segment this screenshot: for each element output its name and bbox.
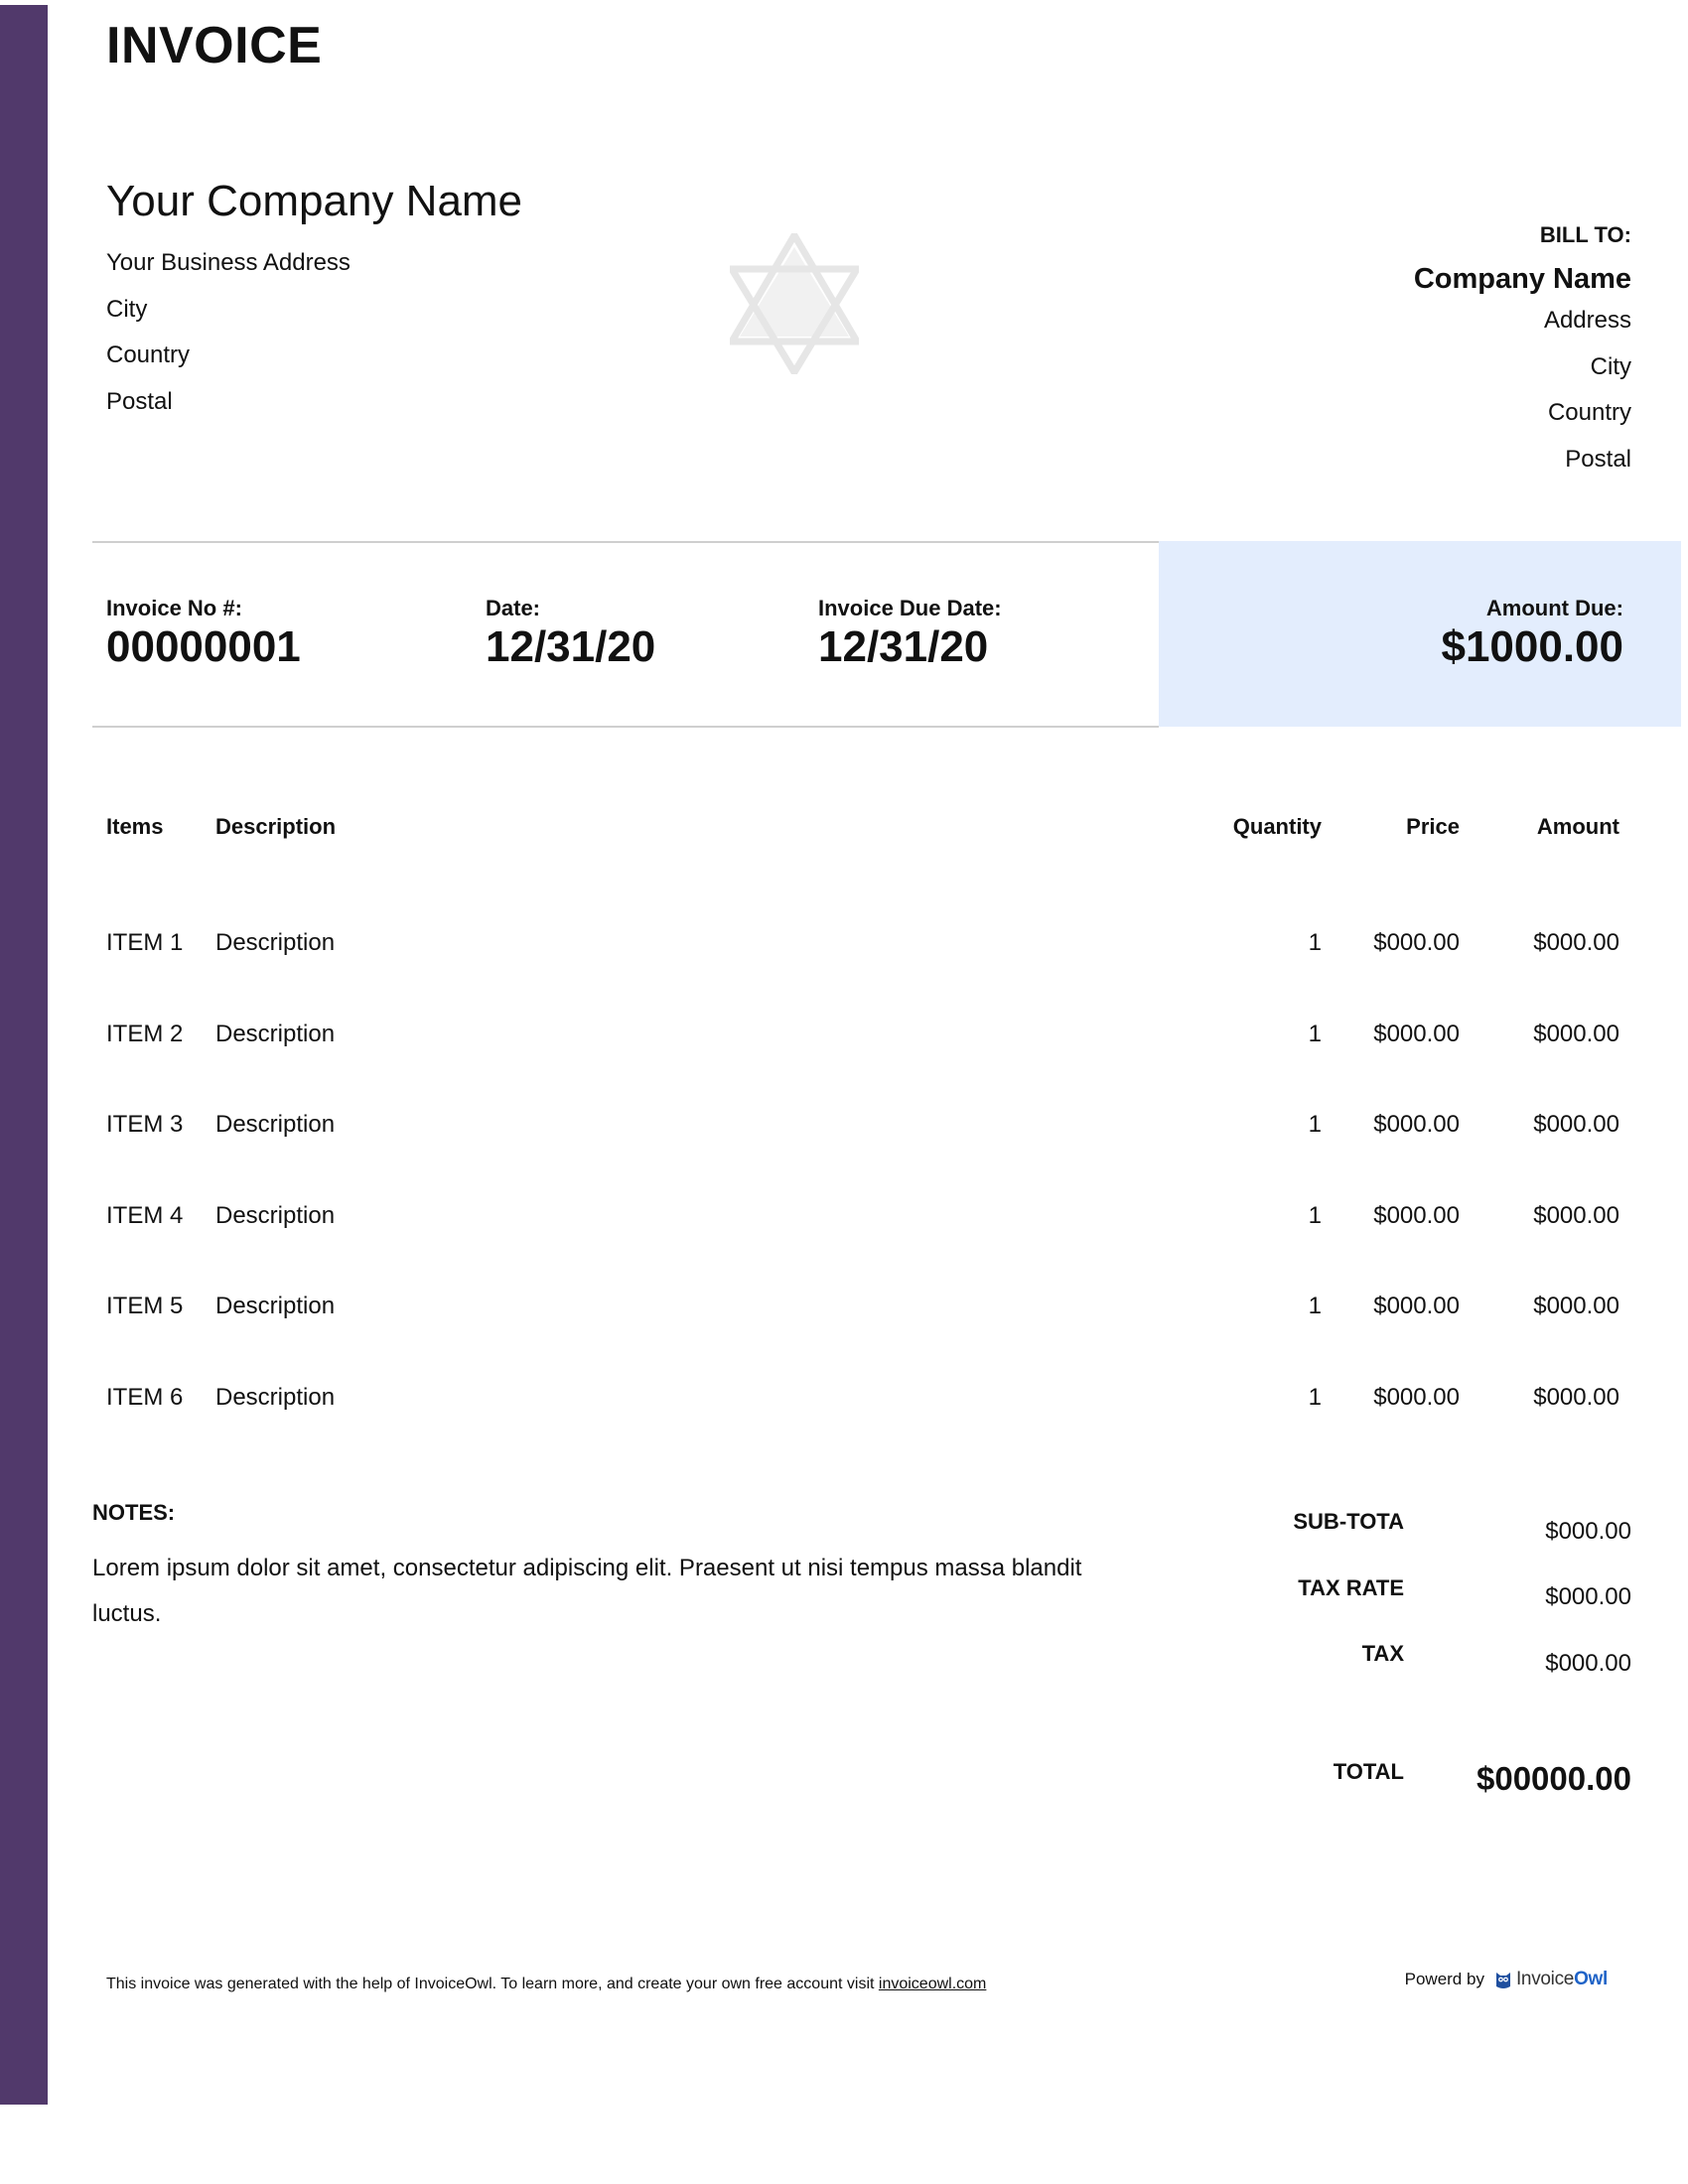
item-description: Description — [215, 1293, 336, 1319]
items-table — [106, 814, 1619, 1474]
company-country: Country — [106, 341, 191, 368]
invoice-date-label: Date: — [486, 596, 541, 620]
company-name: Your Company Name — [106, 177, 523, 225]
invoice-number — [106, 596, 301, 672]
bill-to-address: Address — [1543, 307, 1631, 334]
notes-text: Lorem ipsum dolor sit amet, consectetur adipiscing elit. Praesent ut nisi tempus massa blandit luctus. — [92, 1555, 1082, 1627]
bill-to-city: City — [1590, 352, 1631, 380]
divider — [92, 541, 1159, 543]
item-amount: $000.00 — [1533, 1020, 1619, 1047]
bill-to-postal: Postal — [1565, 445, 1631, 473]
bill-to — [1414, 222, 1631, 482]
item-name: ITEM 2 — [106, 1020, 184, 1047]
item-price: $000.00 — [1373, 1383, 1460, 1411]
column-header-price: Price — [1406, 814, 1460, 839]
item-name: ITEM 3 — [106, 1111, 184, 1138]
star-of-david-icon — [730, 233, 859, 374]
table-row — [106, 1111, 1619, 1202]
bill-to-label: BILL TO: — [1539, 222, 1631, 247]
owl-icon — [1494, 1969, 1512, 1990]
item-amount: $000.00 — [1533, 1383, 1619, 1411]
item-amount: $000.00 — [1533, 1201, 1619, 1229]
powered-by-label: Powerd by — [1404, 1970, 1484, 1988]
total-label: TOTAL — [1333, 1759, 1404, 1784]
items-table-header — [106, 814, 1619, 929]
brand-name: Invoice — [1515, 1969, 1575, 1989]
tax-rate-value: $000.00 — [1545, 1583, 1631, 1610]
brand-accent: Owl — [1574, 1969, 1608, 1989]
invoice-title: INVOICE — [106, 17, 323, 74]
company-address: Your Business Address — [106, 249, 351, 276]
invoice-number-value: 00000001 — [106, 622, 301, 671]
table-row — [106, 1383, 1619, 1475]
item-name: ITEM 4 — [106, 1201, 184, 1229]
table-row — [106, 1020, 1619, 1112]
item-description: Description — [215, 1201, 336, 1229]
item-quantity: 1 — [1308, 929, 1322, 956]
table-row — [106, 929, 1619, 1021]
tax-value: $000.00 — [1545, 1650, 1631, 1677]
item-description: Description — [215, 929, 336, 956]
invoice-number-label: Invoice No #: — [106, 596, 242, 620]
item-quantity: 1 — [1308, 1293, 1322, 1319]
column-header-description: Description — [215, 814, 337, 839]
item-amount: $000.00 — [1533, 1293, 1619, 1319]
divider — [92, 726, 1159, 728]
table-row — [106, 1293, 1619, 1384]
item-description: Description — [215, 1383, 336, 1411]
amount-due-label: Amount Due: — [1485, 596, 1623, 620]
invoice-due-date-label: Invoice Due Date: — [818, 596, 1002, 620]
column-header-quantity: Quantity — [1232, 814, 1322, 839]
amount-due — [1441, 596, 1623, 672]
bill-to-company: Company Name — [1413, 263, 1631, 295]
item-name: ITEM 5 — [106, 1293, 184, 1319]
table-row — [106, 1201, 1619, 1294]
notes — [92, 1500, 1155, 1637]
item-quantity: 1 — [1308, 1201, 1322, 1229]
company-postal: Postal — [106, 387, 173, 415]
item-price: $000.00 — [1373, 929, 1460, 956]
column-header-items: Items — [106, 814, 164, 839]
brand-logo — [1516, 1969, 1608, 1990]
item-name: ITEM 6 — [106, 1383, 184, 1411]
item-price: $000.00 — [1373, 1111, 1460, 1138]
item-price: $000.00 — [1373, 1201, 1460, 1229]
footer-text: This invoice was generated with the help of InvoiceOwl. To learn more, and create your own free account visit — [106, 1976, 879, 1992]
item-quantity: 1 — [1308, 1383, 1322, 1411]
item-quantity: 1 — [1308, 1020, 1322, 1047]
item-price: $000.00 — [1373, 1293, 1460, 1319]
tax-rate-label: TAX RATE — [1298, 1575, 1404, 1600]
powered-by — [1405, 1969, 1608, 1990]
invoice-due-date-value: 12/31/20 — [818, 622, 989, 671]
invoice-date — [486, 596, 655, 672]
subtotal-label: SUB-TOTA — [1293, 1509, 1404, 1534]
company-info — [106, 177, 522, 425]
tax-label: TAX — [1361, 1641, 1404, 1666]
item-price: $000.00 — [1373, 1020, 1460, 1047]
subtotal-value: $000.00 — [1545, 1518, 1631, 1545]
item-amount: $000.00 — [1533, 929, 1619, 956]
bill-to-country: Country — [1547, 399, 1631, 426]
item-description: Description — [215, 1020, 336, 1047]
notes-label: NOTES: — [92, 1500, 176, 1525]
item-quantity: 1 — [1308, 1111, 1322, 1138]
amount-due-value: $1000.00 — [1441, 622, 1623, 671]
accent-bar — [0, 5, 48, 2105]
invoice-date-value: 12/31/20 — [486, 622, 656, 671]
column-header-amount: Amount — [1536, 814, 1619, 839]
company-city: City — [106, 295, 148, 323]
total-value: $00000.00 — [1477, 1760, 1631, 1797]
footer-note — [106, 1976, 986, 1993]
item-description: Description — [215, 1111, 336, 1138]
invoice-due-date — [818, 596, 1002, 672]
item-amount: $000.00 — [1533, 1111, 1619, 1138]
item-name: ITEM 1 — [106, 929, 184, 956]
footer-link[interactable]: invoiceowl.com — [878, 1976, 987, 1992]
